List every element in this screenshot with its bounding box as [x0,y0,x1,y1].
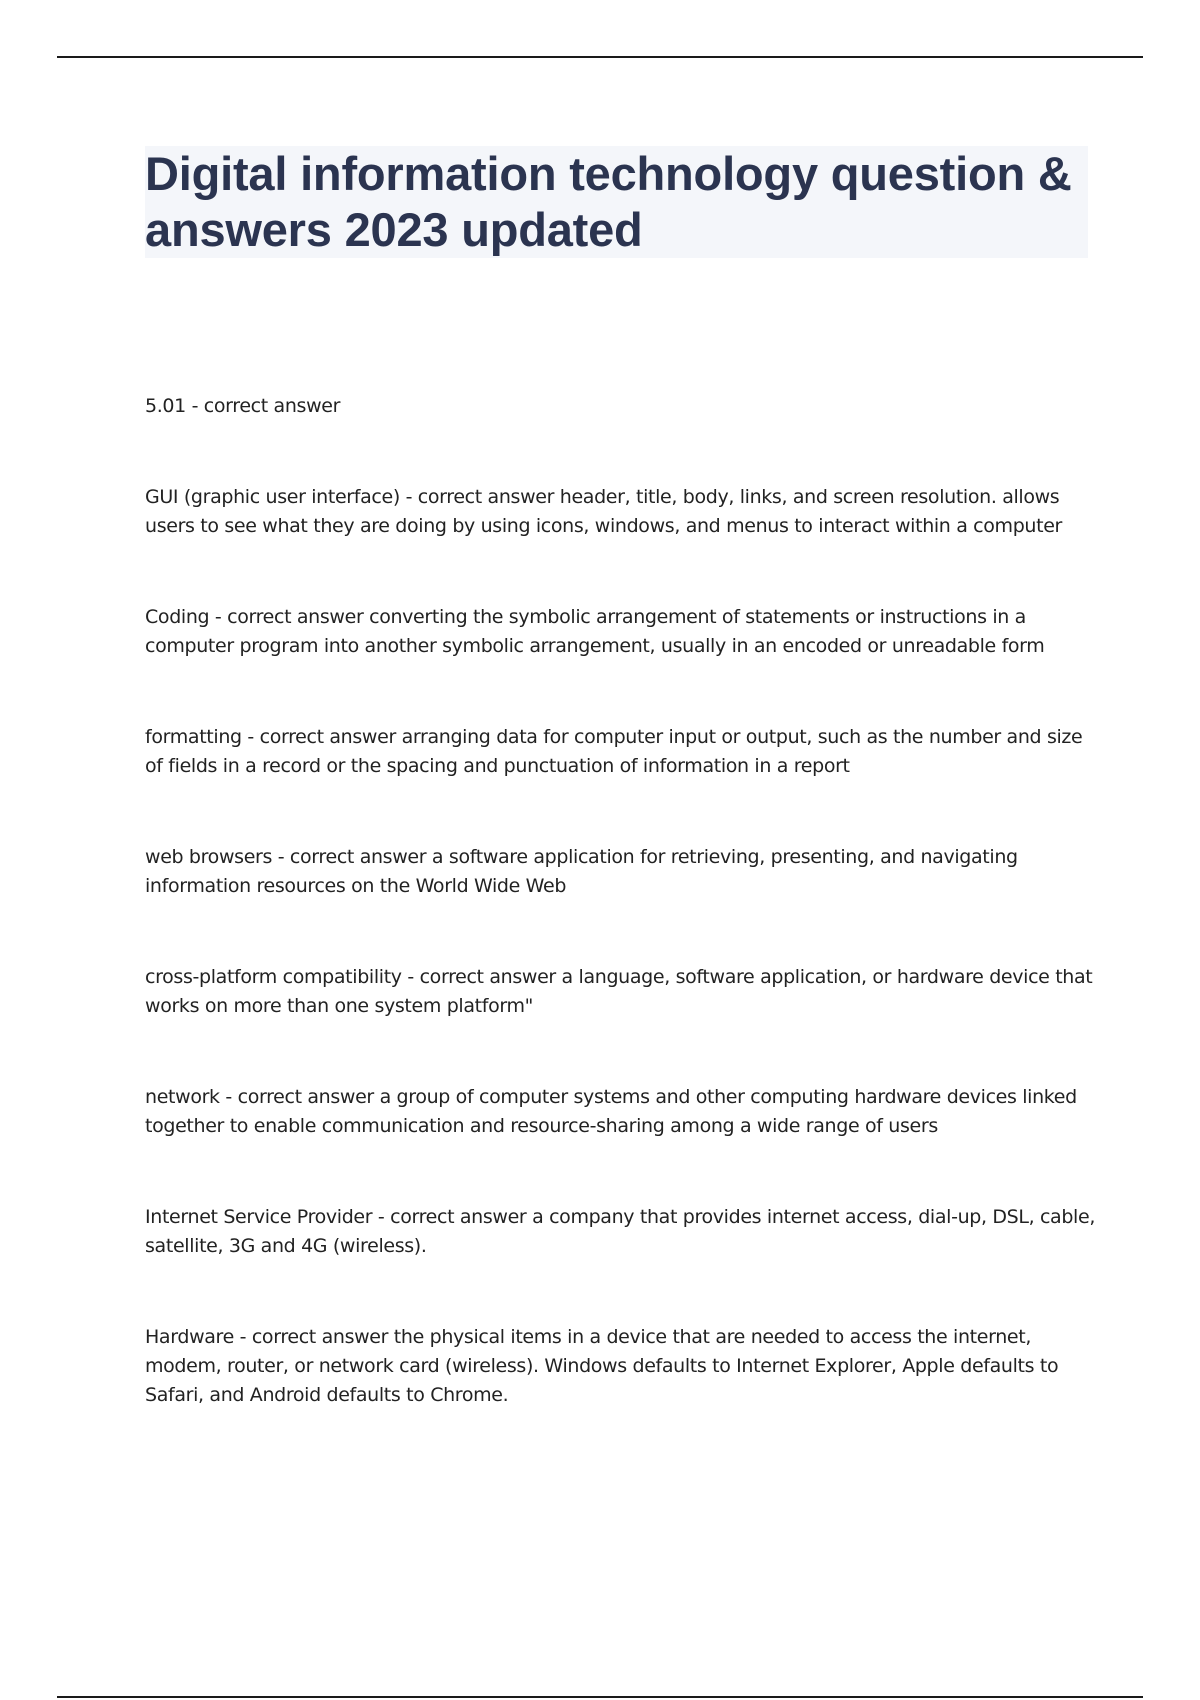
top-divider [57,56,1143,58]
qa-entry: network - correct answer a group of computer systems and other computing hardware devices linked together to enable communication and resource-sharing among a wide range of users [145,1086,1077,1137]
qa-entry: Internet Service Provider - correct answer a company that provides internet access, dial-up, DSL, cable, satellite, 3G and 4G (wireless). [145,1206,1096,1257]
qa-entry: Hardware - correct answer the physical items in a device that are needed to access the internet, modem, router, or network card (wireless). Windows defaults to Internet Explorer, Apple defaults to Safari, and Android defaults to Chrome. [145,1326,1059,1406]
bottom-divider [57,1696,1143,1698]
document-title: Digital information technology question & answers 2023 updated [145,147,1072,256]
qa-entry: formatting - correct answer arranging data for computer input or output, such as the number and size of fields in a record or the spacing and punctuation of information in a report [145,726,1083,777]
qa-entry: Coding - correct answer converting the symbolic arrangement of statements or instructions in a computer program into another symbolic arrangement, usually in an encoded or unreadable form [145,606,1045,657]
qa-entry: cross-platform compatibility - correct answer a language, software application, or hardware device that works on more than one system platform" [145,966,1093,1017]
qa-entry: web browsers - correct answer a software application for retrieving, presenting, and navigating information resources on the World Wide Web [145,846,1018,897]
qa-entry: GUI (graphic user interface) - correct answer header, title, body, links, and screen resolution. allows users to see what they are doing by using icons, windows, and menus to interact within a computer [145,486,1063,537]
title-block [145,146,1088,258]
qa-entry: 5.01 - correct answer [145,395,341,417]
qa-list [145,392,1095,1410]
